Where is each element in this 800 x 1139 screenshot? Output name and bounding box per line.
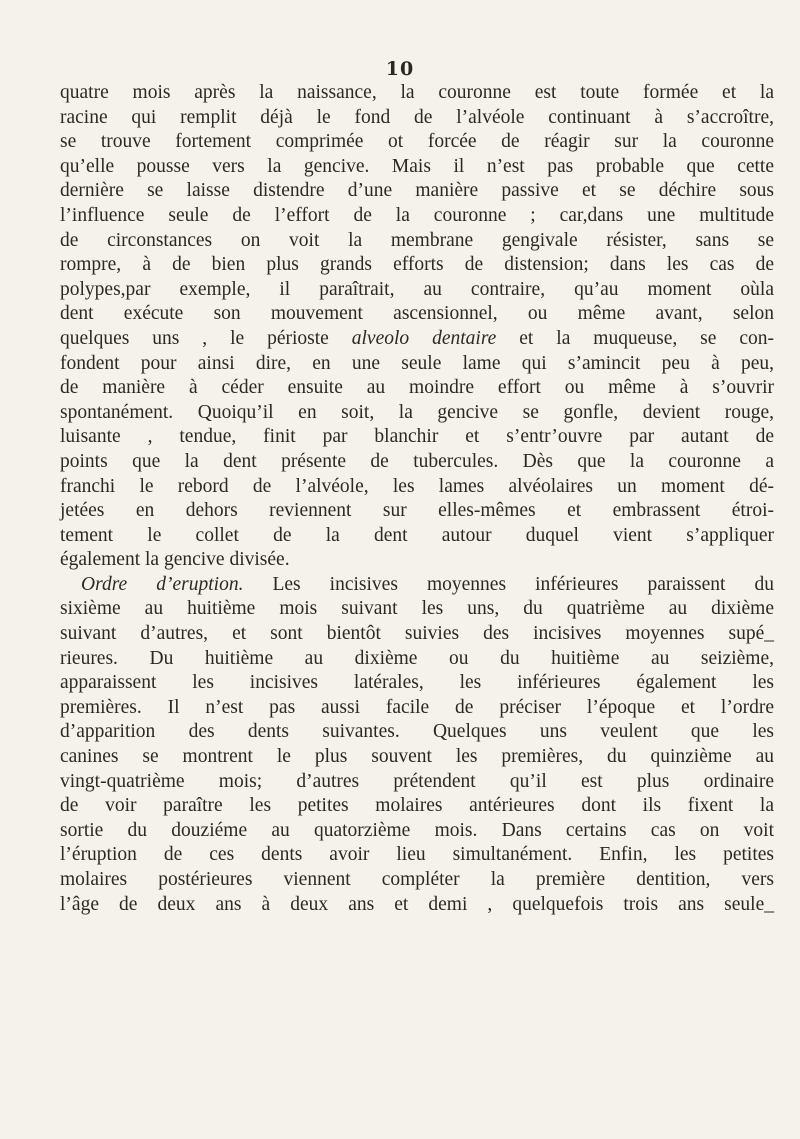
- text-line: de manière à céder ensuite au moindre effort ou même à s’ouvrir: [60, 377, 774, 399]
- section-heading: Ordre d’eruption.: [81, 573, 244, 595]
- page-number: 10: [385, 58, 415, 80]
- text-line: dernière se laisse distendre d’une manière passive et se déchire sous: [60, 180, 774, 202]
- text-line: fondent pour ainsi dire, en une seule lame qui s’amincit peu à peu,: [60, 352, 774, 374]
- text-line: sortie du douziéme au quatorzième mois. Dans certains cas on voit: [60, 819, 774, 841]
- text-line: quatre mois après la naissance, la couronne est toute formée et la: [60, 82, 774, 103]
- text-line: l’influence seule de l’effort de la couronne ; car,dans une multitude: [60, 204, 774, 226]
- text-line: rompre, à de bien plus grands efforts de distension; dans les cas de: [60, 254, 774, 276]
- text-line: de circonstances on voit la membrane gengivale résister, sans se: [60, 229, 774, 251]
- text-line: apparaissent les incisives latérales, les inférieures également les: [60, 672, 774, 694]
- text-line: de voir paraître les petites molaires antérieures dont ils fixent la: [60, 795, 774, 817]
- text-line-with-italic: [60, 327, 774, 352]
- text-run: et la muqueuse, se con-: [496, 327, 774, 349]
- text-line: également la gencive divisée.: [60, 549, 290, 571]
- text-line: se trouve fortement comprimée ot forcée de réagir sur la couronne: [60, 131, 774, 153]
- text-line: polypes,par exemple, il paraîtrait, au contraire, qu’au moment oùla: [60, 278, 774, 300]
- text-run: Les incisives moyennes inférieures paraissent du: [243, 573, 774, 595]
- text-line-with-heading: [60, 573, 774, 598]
- text-line: racine qui remplit déjà le fond de l’alvéole continuant à s’accroître,: [60, 106, 774, 128]
- text-line: spontanément. Quoiqu’il en soit, la gencive se gonfle, devient rouge,: [60, 401, 774, 423]
- text-line: rieures. Du huitième au dixième ou du huitième au seizième,: [60, 647, 774, 669]
- text-line: franchi le rebord de l’alvéole, les lames alvéolaires un moment dé-: [60, 475, 774, 497]
- text-line: d’apparition des dents suivantes. Quelques uns veulent que les: [60, 721, 774, 743]
- text-line: molaires postérieures viennent compléter la première dentition, vers: [60, 869, 774, 890]
- text-line: l’éruption de ces dents avoir lieu simultanément. Enfin, les petites: [60, 844, 774, 866]
- text-line: suivant d’autres, et sont bientôt suivies des incisives moyennes supé_: [60, 623, 774, 645]
- text-line: canines se montrent le plus souvent les premières, du quinzième au: [60, 746, 774, 768]
- text-line: sixième au huitième mois suivant les uns, du quatrième au dixième: [60, 598, 774, 620]
- text-line: luisante , tendue, finit par blanchir et s’entr’ouvre par autant de: [60, 426, 774, 448]
- italic-term: alveolo dentaire: [351, 327, 497, 349]
- text-line: jetées en dehors reviennent sur elles-mêmes et embrassent étroi-: [60, 500, 774, 522]
- text-line: points que la dent présente de tubercules. Dès que la couronne a: [60, 450, 774, 472]
- text-line: l’âge de deux ans à deux ans et demi , quelquefois trois ans seule_: [60, 893, 774, 915]
- body-text: [60, 81, 774, 917]
- text-line: vingt-quatrième mois; d’autres prétendent qu’il est plus ordinaire: [60, 770, 774, 792]
- text-line: qu’elle pousse vers la gencive. Mais il n’est pas probable que cette: [60, 155, 774, 177]
- paragraph-eruption-order: [60, 573, 774, 917]
- text-run: quelques uns , le périoste: [60, 327, 352, 349]
- text-line: dent exécute son mouvement ascensionnel, ou même avant, selon: [60, 303, 774, 325]
- text-line: premières. Il n’est pas aussi facile de préciser l’époque et l’ordre: [60, 696, 774, 718]
- paragraph-eruption-process: [60, 81, 774, 573]
- text-line: tement le collet de la dent autour duquel vient s’appliquer: [60, 524, 774, 546]
